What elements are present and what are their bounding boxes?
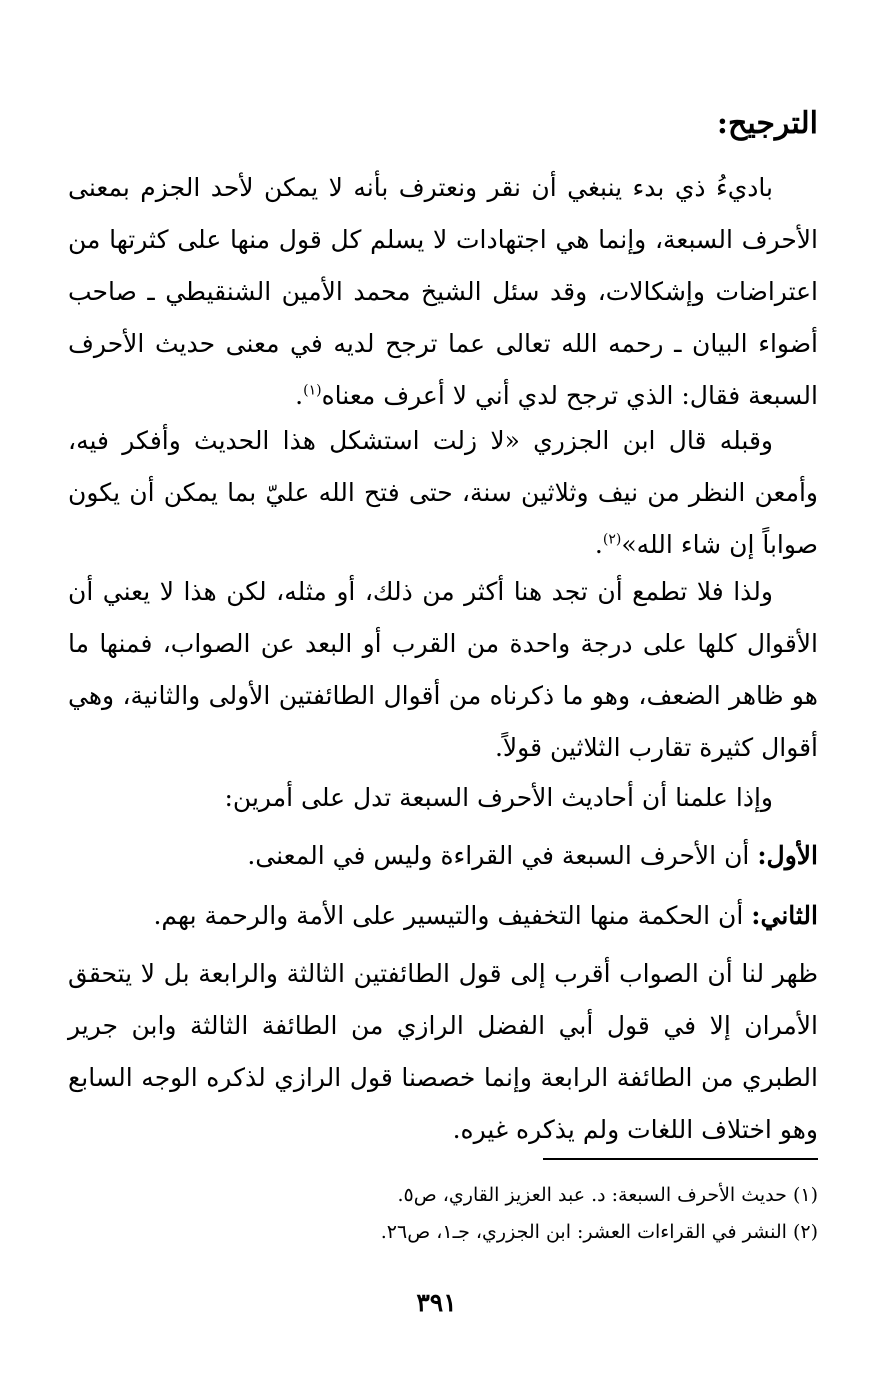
footnote-ref-1[interactable]: (١)	[303, 382, 322, 399]
paragraph-second-matter	[68, 890, 818, 942]
paragraph-text: وقبله قال ابن الجزري «لا زلت استشكل هذا الحديث وأفكر فيه، وأمعن النظر من نيف وثلاثين سنة، حتى فتح الله عليّ بما يمكن أن يكون صواباً إن شاء الله»	[68, 426, 818, 559]
paragraph-text: باديءُ ذي بدء ينبغي أن نقر ونعترف بأنه لا يمكن لأحد الجزم بمعنى الأحرف السبعة، وإنما هي اجتهادات لا يسلم كل قول منها على كثرتها من اعتراضات وإشكالات، وقد سئل الشيخ محمد الأمين الشنقيطي ـ صاحب أضواء البيان ـ رحمه الله تعالى عما ترجح لديه في معنى حديث الأحرف السبعة فقال: الذي ترجح لدي أني لا أعرف معناه	[68, 173, 818, 410]
section-heading: الترجيح:	[716, 106, 818, 141]
paragraph-conclusion	[68, 566, 818, 774]
paragraph-two-matters	[68, 772, 818, 824]
paragraph-text: وإذا علمنا أن أحاديث الأحرف السبعة تدل على أمرين:	[224, 783, 773, 812]
paragraph-text: أن الأحرف السبعة في القراءة وليس في المعنى.	[247, 841, 758, 870]
paragraph-text: أن الحكمة منها التخفيف والتيسير على الأمة والرحمة بهم.	[153, 901, 752, 930]
footnote-divider	[543, 1158, 818, 1160]
paragraph-text: ولذا فلا تطمع أن تجد هنا أكثر من ذلك، أو مثله، لكن هذا لا يعني أن الأقوال كلها على درجة واحدة من القرب أو البعد عن الصواب، فمنها ما هو ظاهر الضعف، وهو ما ذكرناه من أقوال الطائفتين الأولى والثانية، وهي أقوال كثيرة تقارب الثلاثين قولاً.	[68, 577, 818, 762]
paragraph-text: ظهر لنا أن الصواب أقرب إلى قول الطائفتين الثالثة والرابعة بل لا يتحقق الأمران إلا في قول أبي الفضل الرازي من الطائفة الثالثة وابن جرير الطبري من الطائفة الرابعة وإنما خصصنا قول الرازي لذكره الوجه السابع وهو اختلاف اللغات ولم يذكره غيره.	[68, 959, 818, 1144]
paragraph-end: .	[594, 530, 603, 559]
page-number: ٣٩١	[416, 1288, 457, 1317]
footnote-2: (٢) النشر في القراءات العشر: ابن الجزري، جـ١، ص٢٦.	[380, 1221, 818, 1243]
paragraph-ibn-aljazari	[68, 415, 818, 571]
paragraph-lead: الأول:	[757, 841, 818, 870]
paragraph-lead: الثاني:	[751, 901, 818, 930]
paragraph-intro	[68, 162, 818, 422]
paragraph-preferred-view	[68, 948, 818, 1156]
footnote-ref-2[interactable]: (٢)	[602, 531, 622, 548]
paragraph-first-matter	[68, 830, 818, 882]
paragraph-end: .	[295, 381, 304, 410]
footnote-1: (١) حديث الأحرف السبعة: د. عبد العزيز القاري، ص٥.	[397, 1184, 818, 1206]
